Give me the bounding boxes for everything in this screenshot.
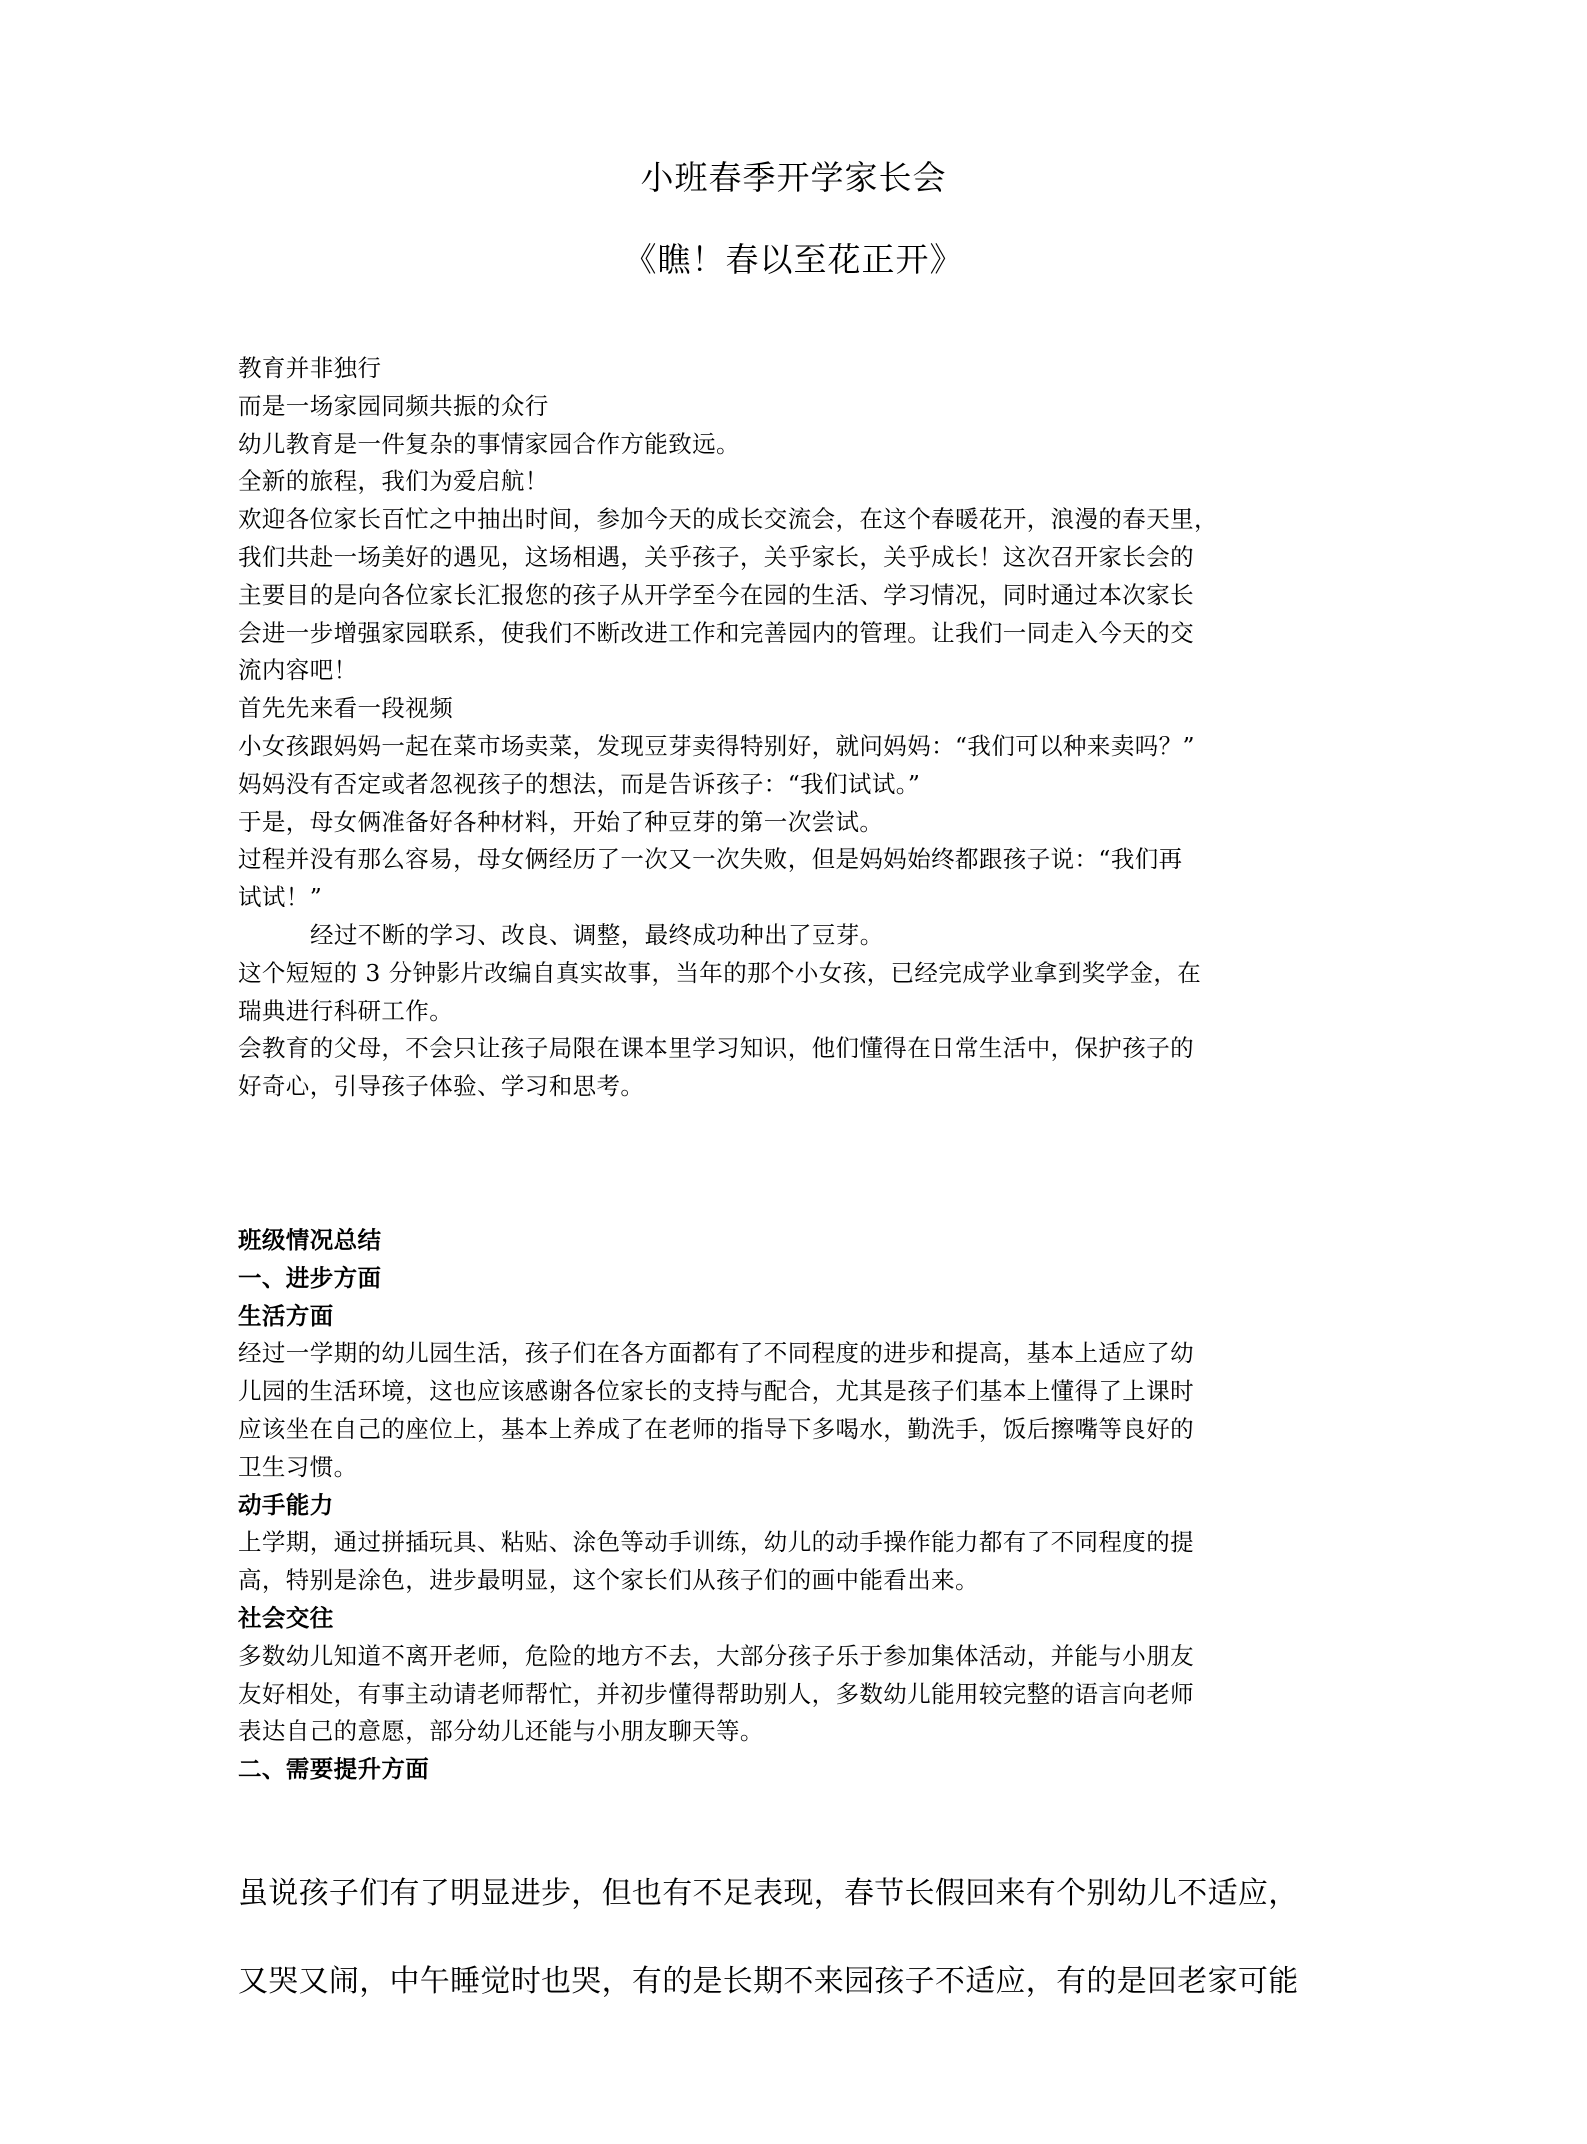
social-line: 多数幼儿知道不离开老师，危险的地方不去，大部分孩子乐于参加集体活动，并能与小朋友: [238, 1641, 1194, 1670]
summary-heading: 班级情况总结: [238, 1226, 382, 1254]
improve-line: 又哭又闹，中午睡觉时也哭，有的是长期不来园孩子不适应，有的是回老家可能: [238, 1964, 1299, 1999]
intro-line: 经过不断的学习、改良、调整，最终成功种出了豆芽。: [310, 920, 884, 949]
hands-line: 高，特别是涂色，进步最明显，这个家长们从孩子们的画中能看出来。: [238, 1566, 979, 1595]
intro-line: 瑞典进行科研工作。: [238, 996, 454, 1025]
intro-line: 教育并非独行: [238, 354, 382, 382]
life-line: 经过一学期的幼儿园生活，孩子们在各方面都有了不同程度的进步和提高，基本上适应了幼: [238, 1339, 1194, 1368]
hands-line: 上学期，通过拼插玩具、粘贴、涂色等动手训练，幼儿的动手操作能力都有了不同程度的提: [238, 1528, 1194, 1557]
improve-heading: 二、需要提升方面: [238, 1755, 430, 1784]
intro-line: 流内容吧！: [238, 656, 358, 685]
intro-line: 这个短短的 3 分钟影片改编自真实故事，当年的那个小女孩，已经完成学业拿到奖学金，在: [238, 958, 1202, 987]
intro-line: 于是，母女俩准备好各种材料，开始了种豆芽的第一次尝试。: [238, 807, 884, 836]
progress-heading: 一、进步方面: [238, 1263, 382, 1292]
intro-line: 我们共赴一场美好的遇见，这场相遇，关乎孩子，关乎家长，关乎成长！这次召开家长会的: [238, 542, 1194, 571]
intro-line: 试试！”: [238, 883, 323, 912]
intro-line: 过程并没有那么容易，母女俩经历了一次又一次失败，但是妈妈始终都跟孩子说：“我们再: [238, 845, 1183, 874]
intro-line: 而是一场家园同频共振的众行: [238, 391, 549, 420]
intro-line: 全新的旅程，我们为爱启航！: [238, 467, 549, 496]
summary-section: [238, 1222, 1350, 1789]
intro-line: 好奇心，引导孩子体验、学习和思考。: [238, 1072, 645, 1101]
intro-line: 欢迎各位家长百忙之中抽出时间，参加今天的成长交流会，在这个春暖花开，浪漫的春天里，: [238, 505, 1218, 534]
hands-heading: 动手能力: [238, 1490, 334, 1519]
intro-line: 首先先来看一段视频: [238, 694, 454, 723]
intro-line: 幼儿教育是一件复杂的事情家园合作方能致远。: [238, 429, 740, 458]
life-line: 应该坐在自己的座位上，基本上养成了在老师的指导下多喝水，勤洗手，饭后擦嘴等良好的: [238, 1414, 1194, 1443]
intro-line: 会教育的父母，不会只让孩子局限在课本里学习知识，他们懂得在日常生活中，保护孩子的: [238, 1034, 1194, 1063]
intro-line: 妈妈没有否定或者忽视孩子的想法，而是告诉孩子：“我们试试。”: [238, 769, 921, 798]
intro-line: 主要目的是向各位家长汇报您的孩子从开学至今在园的生活、学习情况，同时通过本次家长: [238, 580, 1194, 609]
document-title: 小班春季开学家长会: [640, 158, 947, 197]
life-heading: 生活方面: [238, 1301, 334, 1330]
intro-line: 小女孩跟妈妈一起在菜市场卖菜，发现豆芽卖得特别好，就问妈妈：“我们可以种来卖吗？”: [238, 731, 1195, 760]
social-line: 友好相处，有事主动请老师帮忙，并初步懂得帮助别人，多数幼儿能用较完整的语言向老师: [238, 1679, 1194, 1708]
intro-section: [238, 350, 1350, 1106]
improve-line: 虽说孩子们有了明显进步，但也有不足表现，春节长假回来有个别幼儿不适应，: [238, 1876, 1299, 1911]
life-line: 儿园的生活环境，这也应该感谢各位家长的支持与配合，尤其是孩子们基本上懂得了上课时: [238, 1377, 1194, 1406]
intro-line: 会进一步增强家园联系，使我们不断改进工作和完善园内的管理。让我们一同走入今天的交: [238, 618, 1194, 647]
document-subtitle: 《瞧！春以至花正开》: [623, 240, 964, 279]
life-line: 卫生习惯。: [238, 1452, 358, 1481]
social-heading: 社会交往: [238, 1603, 334, 1632]
social-line: 表达自己的意愿，部分幼儿还能与小朋友聊天等。: [238, 1717, 764, 1746]
